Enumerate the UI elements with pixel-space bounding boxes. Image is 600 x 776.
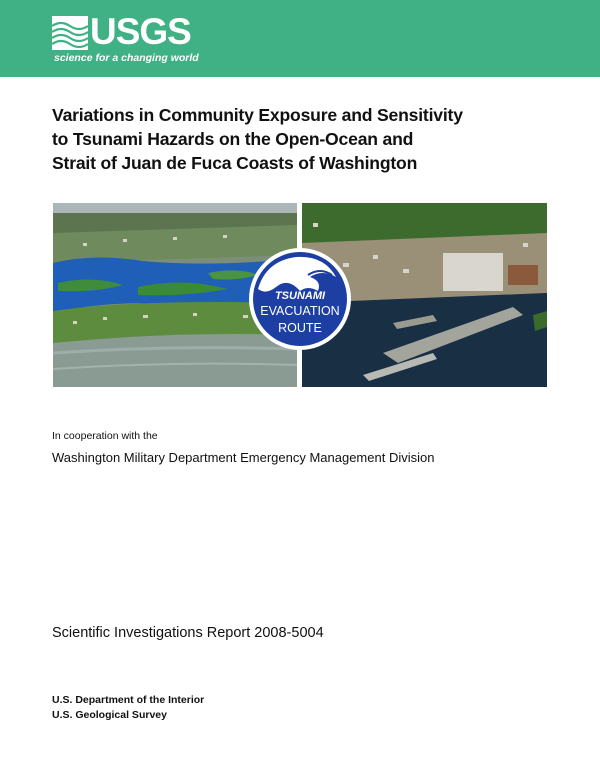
cooperating-agency: Washington Military Department Emergency Management Division xyxy=(52,450,435,465)
usgs-wordmark: USGS xyxy=(90,11,191,52)
report-title xyxy=(52,103,572,175)
title-line: to Tsunami Hazards on the Open-Ocean and xyxy=(52,129,414,149)
title-line: Strait of Juan de Fuca Coasts of Washington xyxy=(52,153,418,173)
sign-line-3: ROUTE xyxy=(278,321,322,335)
usgs-wave-icon xyxy=(52,16,88,52)
report-number: Scientific Investigations Report 2008-5004 xyxy=(52,625,324,641)
department-name: U.S. Department of the Interior xyxy=(52,694,205,706)
title-line: Variations in Community Exposure and Sensitivity xyxy=(52,105,463,125)
sign-line-2: EVACUATION xyxy=(260,304,340,318)
tsunami-evacuation-sign xyxy=(248,247,352,351)
department-block xyxy=(52,693,204,723)
sign-line-1: TSUNAMI xyxy=(274,290,326,302)
agency-name: U.S. Geological Survey xyxy=(52,709,167,721)
cooperation-label: In cooperation with the xyxy=(52,430,158,442)
usgs-tagline: science for a changing world xyxy=(54,52,199,64)
usgs-logo[interactable] xyxy=(52,11,199,70)
usgs-banner xyxy=(0,0,600,77)
